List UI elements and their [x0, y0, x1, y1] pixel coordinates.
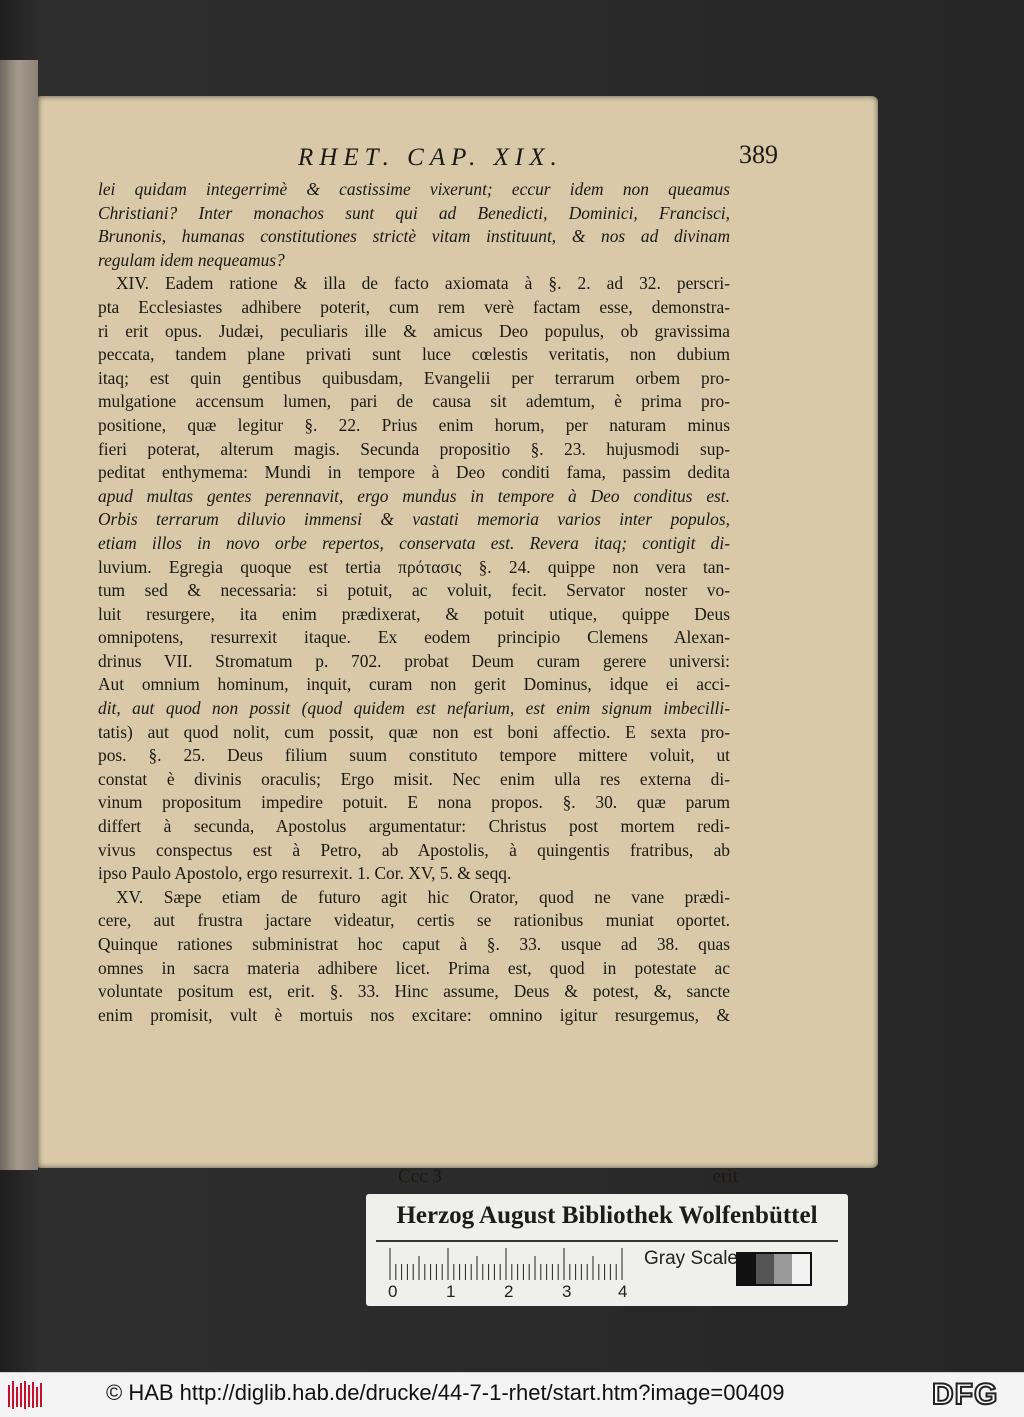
text-line: differt à secunda, Apostolus argumentatur: Christus post mortem redi- [98, 816, 730, 837]
footer-bar [0, 1372, 1024, 1417]
ruler-label-4: 4 [618, 1282, 628, 1301]
catchword: erit [712, 1166, 738, 1187]
ruler-label-1: 1 [446, 1282, 456, 1301]
text-line: positione, quæ legitur §. 22. Prius enim horum, per naturam minus [98, 414, 730, 435]
text-line: ri erit opus. Judæi, peculiaris ille & amicus Deo populus, ob gravissima [98, 320, 730, 341]
library-name: Herzog August Bibliothek Wolfenbüttel [396, 1202, 818, 1229]
text-line: enim promisit, vult è mortuis nos excitare: omnino igitur resurgemus, & [98, 1004, 730, 1025]
text-line: constat è divinis oraculis; Ergo misit. Nec enim ulla res externa di- [98, 768, 730, 789]
previous-page-edge [0, 60, 38, 1170]
text-line: omnipotens, resurrexit itaque. Ex eodem principio Clemens Alexan- [98, 627, 730, 648]
gray-swatch [756, 1254, 774, 1284]
dfg-logo: DFG [932, 1378, 999, 1411]
text-line: tum sed & necessaria: si potuit, ac voluit, fecit. Servator noster vo- [98, 580, 730, 601]
text-line: Aut omnium hominum, inquit, curam non gerit Dominus, idque ei acci- [98, 674, 730, 695]
text-line: XV. Sæpe etiam de futuro agit hic Orator, quod ne vane prædi- [116, 886, 730, 907]
text-line: lei quidam integerrimè & castissime vixerunt; eccur idem non queamus [98, 179, 730, 199]
text-line: peditat enthymema: Mundi in tempore à Deo conditi fama, passim dedita [98, 462, 730, 483]
measurement-ruler [386, 1246, 626, 1282]
text-line: omnes in sacra materia adhibere licet. Prima est, quod in potestate ac [98, 957, 730, 978]
text-line: vinum propositum impedire potuit. E nona propos. §. 30. quæ parum [98, 792, 730, 813]
card-divider [376, 1240, 838, 1242]
barcode-logo-icon [6, 1379, 46, 1411]
text-line: pos. §. 25. Deus filium suum constituto tempore mittere voluit, ut [98, 745, 730, 766]
text-line: voluntate positum est, erit. §. 33. Hinc assume, Deus & potest, &, sancte [98, 981, 730, 1002]
text-line: tatis) aut quod nolit, cum possit, quæ non est boni affectio. E sexta pro- [98, 721, 730, 742]
running-head [98, 140, 778, 180]
text-line: ipso Paulo Apostolo, ergo resurrexit. 1. Cor. XV, 5. & seqq. [98, 863, 512, 884]
ruler-label-2: 2 [504, 1282, 514, 1301]
text-line: mulgatione accensum lumen, pari de causa sit ademtum, è prima pro- [98, 391, 730, 412]
text-line: regulam idem nequeamus? [98, 249, 285, 270]
text-line: pta Ecclesiastes adhibere poterit, cum rem verè factam esse, demonstra- [98, 296, 730, 317]
text-line: XIV. Eadem ratione & illa de facto axiomata à §. 2. ad 32. perscri- [116, 273, 730, 294]
text-line: Quinque rationes subministrat hoc caput à §. 33. usque ad 38. quas [98, 934, 730, 954]
text-line: Orbis terrarum diluvio immensi & vastati memoria varios inter populos, [98, 509, 730, 530]
text-line: Brunonis, humanas constitutiones strictè vitam instituunt, & nos ad divinam [98, 226, 730, 247]
text-line: fieri poterat, alterum magis. Secunda propositio §. 23. hujusmodi sup- [98, 438, 730, 459]
text-line: Christiani? Inter monachos sunt qui ad Benedicti, Dominici, Francisci, [98, 202, 730, 223]
text-line: vivus conspectus est à Petro, ab Apostolis, à quingentis fratribus, ab [98, 839, 730, 860]
gray-scale-label: Gray Scale [644, 1248, 738, 1269]
gray-swatch [738, 1254, 756, 1284]
text-line: luvium. Egregia quoque est tertia πρότασις §. 24. quippe non vera tan- [98, 556, 730, 577]
text-line: dit, aut quod non possit (quod quidem est nefarium, est enim signum imbecilli- [98, 698, 730, 719]
text-line: itaq; est quin gentibus quibusdam, Evangelii per terrarum orbem pro- [98, 367, 730, 388]
ruler-label-3: 3 [562, 1282, 572, 1301]
ruler-label-0: 0 [388, 1282, 398, 1301]
gray-swatch [792, 1254, 810, 1284]
color-calibration-card [366, 1194, 848, 1306]
text-line: cere, aut frustra jactare videatur, certis se rationibus muniat oportet. [98, 910, 730, 931]
text-line: peccata, tandem plane privati sunt luce cœlestis veritatis, non dubium [98, 344, 730, 365]
text-line: luit resurgere, ita enim prædixerat, & potuit utique, quippe Deus [98, 603, 730, 624]
body-text [98, 178, 730, 1027]
book-page [38, 96, 878, 1187]
text-line: apud multas gentes perennavit, ergo mundus in tempore à Deo conditus est. [98, 485, 730, 506]
copyright-url: © HAB http://diglib.hab.de/drucke/44-7-1-rhet/start.htm?image=00409 [106, 1380, 785, 1405]
catch-row [98, 1166, 738, 1194]
text-line: drinus VII. Stromatum p. 702. probat Deum curam gerere universi: [98, 650, 730, 671]
signature-mark: Ccc 3 [398, 1166, 442, 1187]
page-number: 389 [739, 140, 778, 169]
text-line: etiam illos in novo orbe repertos, conservata est. Revera itaq; contigit di- [98, 532, 730, 553]
page-content [98, 136, 778, 1187]
running-title: RHET. CAP. XIX. [298, 144, 563, 171]
gray-scale-bar [736, 1252, 812, 1286]
gray-swatch [774, 1254, 792, 1284]
